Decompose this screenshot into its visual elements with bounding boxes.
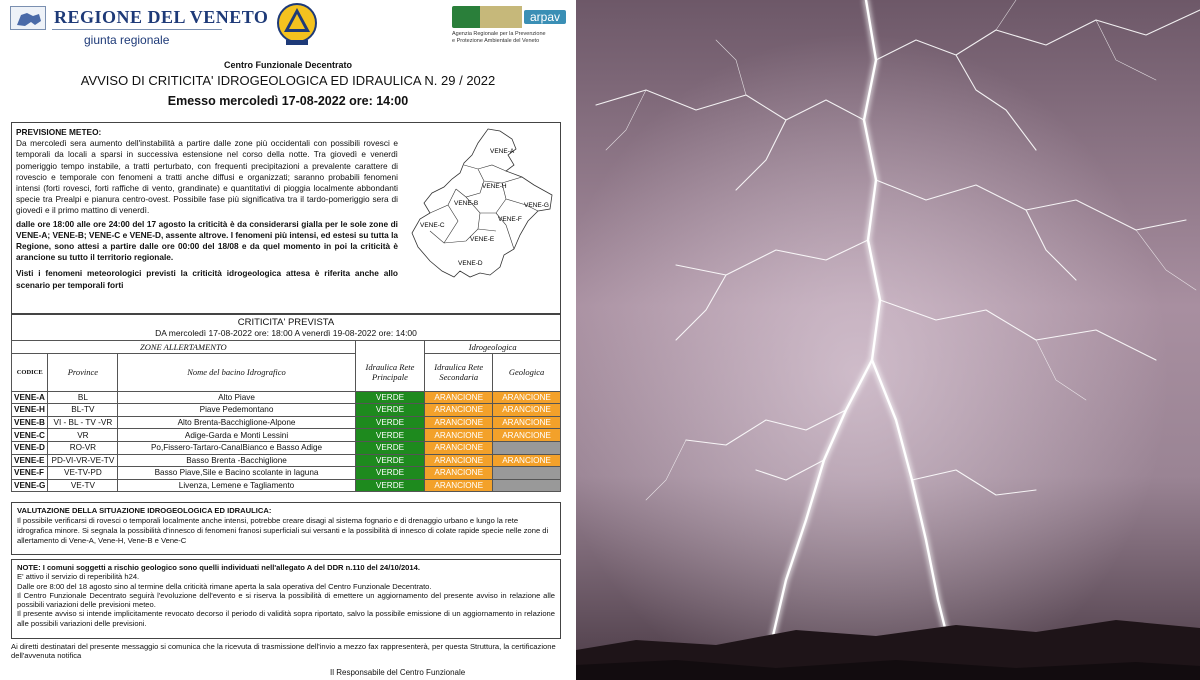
zone-code: VENE-A xyxy=(12,391,48,404)
map-label: VENE-C xyxy=(420,222,445,229)
geologica-status: ARANCIONE xyxy=(493,416,561,429)
previsione-text: Da mercoledì sera aumento dell'instabilità a partire dalle zone più occidentali con possibili rovesci e temporali da locali a sparsi in successiva estensione nel corso della notte. Tra giovedì e venerdì pomeriggio tempo instabile, a tratti perturbato, con frequenti precipitazioni a prevalente carattere di rovescio e temporale con fenomeni a tratti anche diffusi e organizzati; saranno probabili fenomeni intensi (forti rovesci, forti raffiche di vento, grandinate) e quantitativi di pioggia localmente abbondanti specie tra Prealpi e pianura centro-ovest. Possibile fase più significativa tra il tardo-pomeriggio sera di giovedì e il primo mattino di venerdì. xyxy=(16,138,398,216)
zone-code: VENE-F xyxy=(12,467,48,480)
map-label: VENE-F xyxy=(498,216,522,223)
map-label: VENE-G xyxy=(524,202,549,209)
idraulica-status: VERDE xyxy=(355,416,425,429)
secondaria-status: ARANCIONE xyxy=(425,404,493,417)
geologica-status: ARANCIONE xyxy=(493,454,561,467)
note-line: Il presente avviso si intende implicitamente revocato decorso il periodo di validità sopra riportato, salvo la possibile emissione di un aggiornamento in relazione alle possibili variazioni delle previsioni. xyxy=(17,609,555,628)
idraulica-status: VERDE xyxy=(355,404,425,417)
secondaria-status: ARANCIONE xyxy=(425,454,493,467)
table-row xyxy=(12,429,561,442)
zone-province: VE-TV-PD xyxy=(48,467,118,480)
protezione-civile-logo-icon xyxy=(276,2,318,48)
zone-allertamento-header: ZONE ALLERTAMENTO xyxy=(12,341,356,354)
note-line: Dalle ore 8:00 del 18 agosto sino al termine della criticità rimane aperta la sala operativa del Centro Funzionale Decentrato. xyxy=(17,581,432,591)
geologica-status-na xyxy=(493,479,561,492)
table-row xyxy=(12,441,561,454)
previsione-meteo-box xyxy=(11,122,561,314)
zone-bacino: Basso Piave,Sile e Bacino scolante in laguna xyxy=(118,467,355,480)
zone-bacino: Alto Piave xyxy=(118,391,355,404)
avviso-title: AVVISO DI CRITICITA' IDROGEOLOGICA ED IDRAULICA N. 29 / 2022 xyxy=(80,73,496,88)
secondaria-status: ARANCIONE xyxy=(425,391,493,404)
zone-code: VENE-H xyxy=(12,404,48,417)
zone-province: BL xyxy=(48,391,118,404)
idraulica-status: VERDE xyxy=(355,467,425,480)
map-label: VENE-E xyxy=(470,236,495,243)
zone-code: VENE-G xyxy=(12,479,48,492)
arpav-subtitle-1: Agenzia Regionale per la Prevenzione xyxy=(452,31,546,37)
footer-text: Ai diretti destinatari del presente messaggio si comunica che la ricevuta di trasmissione dell'invio a mezzo fax rappresenterà, per questa Struttura, la certificazione dell'avvenuta notifica xyxy=(11,642,556,661)
idraulica-status: VERDE xyxy=(355,429,425,442)
criticita-prevista-header xyxy=(11,314,561,340)
arpav-name: arpav xyxy=(524,10,566,24)
alert-document xyxy=(0,0,576,680)
zone-province: VR xyxy=(48,429,118,442)
secondaria-status: ARANCIONE xyxy=(425,441,493,454)
geologica-status: ARANCIONE xyxy=(493,404,561,417)
responsabile-signature: Il Responsabile del Centro Funzionale xyxy=(330,668,466,677)
zone-bacino: Piave Pedemontano xyxy=(118,404,355,417)
geologica-column-header: Geologica xyxy=(493,353,561,391)
zone-code: VENE-E xyxy=(12,454,48,467)
geologica-status-na xyxy=(493,467,561,480)
regione-title: REGIONE DEL VENETO xyxy=(54,7,269,27)
zone-code: VENE-D xyxy=(12,441,48,454)
zone-bacino: Livenza, Lemene e Tagliamento xyxy=(118,479,355,492)
zone-province: PD-VI-VR-VE-TV xyxy=(48,454,118,467)
emesso-date: Emesso mercoledì 17-08-2022 ore: 14:00 xyxy=(167,94,409,108)
previsione-heading: PREVISIONE METEO: xyxy=(16,127,102,137)
secondaria-status: ARANCIONE xyxy=(425,429,493,442)
note-box xyxy=(11,559,561,639)
zone-code: VENE-C xyxy=(12,429,48,442)
idraulica-status: VERDE xyxy=(355,441,425,454)
document-header xyxy=(0,0,576,60)
table-row xyxy=(12,479,561,492)
idraulica-status: VERDE xyxy=(355,454,425,467)
idrogeologica-header: Idrogeologica xyxy=(425,341,561,354)
secondaria-status: ARANCIONE xyxy=(425,479,493,492)
zone-province: RO-VR xyxy=(48,441,118,454)
codice-column-header: CODICE xyxy=(12,353,48,391)
table-row xyxy=(12,404,561,417)
zone-province: BL-TV xyxy=(48,404,118,417)
valutazione-heading: VALUTAZIONE DELLA SITUAZIONE IDROGEOLOGICA ED IDRAULICA: xyxy=(17,506,272,515)
criticita-title: CRITICITA' PREVISTA xyxy=(237,317,335,328)
regione-veneto-logo xyxy=(10,4,269,50)
zone-bacino: Po,Fissero-Tartaro-CanalBianco e Basso Adige xyxy=(118,441,355,454)
geologica-status-na xyxy=(493,441,561,454)
criticita-period: DA mercoledì 17-08-2022 ore: 18:00 A venerdì 19-08-2022 ore: 14:00 xyxy=(155,328,417,338)
table-row xyxy=(12,454,561,467)
geologica-status: ARANCIONE xyxy=(493,391,561,404)
map-label: VENE-D xyxy=(458,260,483,267)
previsione-criticita-text: dalle ore 18:00 alle ore 24:00 del 17 agosto la criticità è da considerarsi gialla per le sole zone di VENE-A; VENE-B; VENE-C e VENE-D, assente altrove. I fenomeni più intensi, ed estesi su tutta la Regione, sono attesi a partire dalle ore 00:00 del 18/08 e da quel momento in poi la criticità è arancione su tutto il territorio regionale. xyxy=(16,218,398,263)
zone-bacino: Alto Brenta-Bacchiglione-Alpone xyxy=(118,416,355,429)
table-row xyxy=(12,467,561,480)
idraulica-status: VERDE xyxy=(355,391,425,404)
veneto-zone-map xyxy=(400,125,560,295)
zone-code: VENE-B xyxy=(12,416,48,429)
note-line: E' attivo il servizio di reperibilità h24. xyxy=(17,572,140,582)
secondaria-status: ARANCIONE xyxy=(425,467,493,480)
arpav-logo xyxy=(452,6,572,50)
map-label: VENE-B xyxy=(454,200,479,207)
idraulica-status: VERDE xyxy=(355,479,425,492)
table-row xyxy=(12,391,561,404)
province-column-header: Province xyxy=(48,353,118,391)
zone-province: VI - BL - TV -VR xyxy=(48,416,118,429)
zone-province: VE-TV xyxy=(48,479,118,492)
lightning-storm-photo xyxy=(576,0,1200,680)
regione-subtitle: giunta regionale xyxy=(84,33,170,47)
previsione-scenario-text: Visti i fenomeni meteorologici previsti la criticità idrogeologica attesa è riferita anche allo scenario per temporali forti xyxy=(16,268,398,290)
lion-emblem-icon xyxy=(10,6,46,30)
table-row xyxy=(12,416,561,429)
bacino-column-header: Nome del bacino Idrografico xyxy=(118,353,355,391)
centro-funzionale-title: Centro Funzionale Decentrato xyxy=(223,60,352,70)
secondaria-status: ARANCIONE xyxy=(425,416,493,429)
note-line: Il Centro Funzionale Decentrato seguirà l'evoluzione dell'evento e si riserva la possibilità di emettere un aggiornamento del presente avviso in relazione alle possibili variazioni delle previsioni meteo. xyxy=(17,590,555,610)
arpav-subtitle-2: e Protezione Ambientale del Veneto xyxy=(452,38,540,44)
map-label: VENE-A xyxy=(490,148,515,155)
valutazione-text: Il possibile verificarsi di rovesci o temporali localmente anche intensi, potrebbe creare disagi al sistema fognario e di drenaggio urbano e lungo la rete idrografica minore. Si segnala la possibilità d'innesco di fenomeni franosi superficiali sui versanti e la possibilità di innesco di colate rapide specie nelle zone di allertamento di Vene-A, Vene-H, Vene-B e Vene-C xyxy=(17,516,549,545)
note-heading: NOTE: I comuni soggetti a rischio geologico sono quelli individuati nell'allegato A del DDR n.110 del 24/10/2014. xyxy=(17,563,420,572)
valutazione-box xyxy=(11,502,561,555)
idraulica-secondaria-column-header: Idraulica Rete Secondaria xyxy=(425,353,493,391)
map-label: VENE-H xyxy=(482,183,507,190)
zone-bacino: Basso Brenta -Bacchiglione xyxy=(118,454,355,467)
criticita-table xyxy=(11,340,561,492)
idraulica-principale-column-header: Idraulica Rete Principale xyxy=(355,353,425,391)
zone-bacino: Adige-Garda e Monti Lessini xyxy=(118,429,355,442)
geologica-status: ARANCIONE xyxy=(493,429,561,442)
